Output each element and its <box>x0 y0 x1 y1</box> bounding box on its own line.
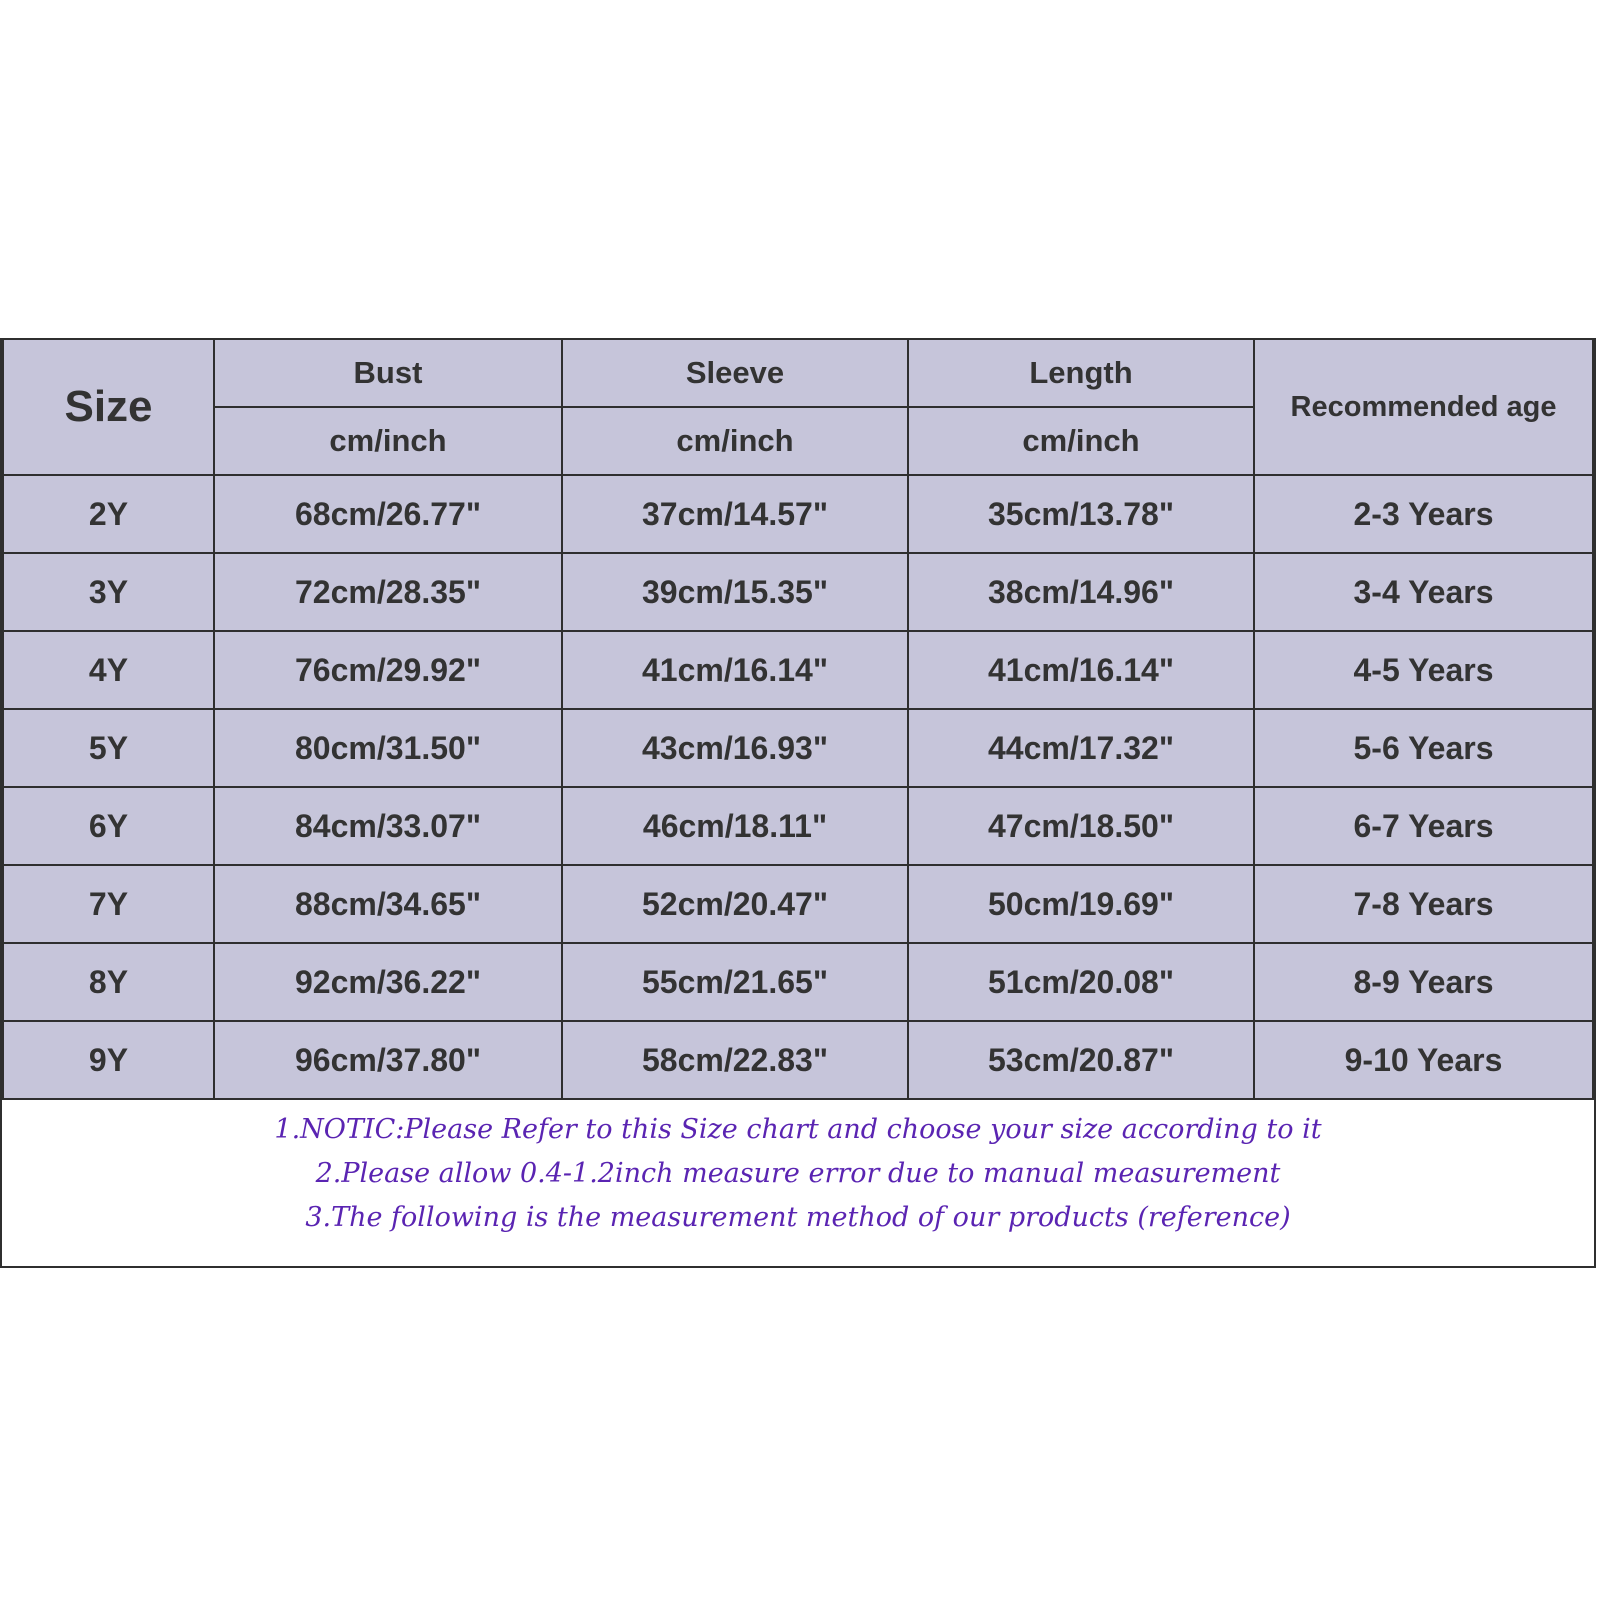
sleeve-unit: cm/inch <box>562 407 908 475</box>
size-cell: 9Y <box>3 1021 214 1099</box>
header-row <box>3 339 1593 407</box>
sleeve-cell: 43cm/16.93" <box>562 709 908 787</box>
length-cell: 51cm/20.08" <box>908 943 1254 1021</box>
size-cell: 8Y <box>3 943 214 1021</box>
table-row <box>3 553 1593 631</box>
age-cell: 6-7 Years <box>1254 787 1593 865</box>
age-cell: 7-8 Years <box>1254 865 1593 943</box>
size-chart <box>0 338 1596 1268</box>
size-cell: 4Y <box>3 631 214 709</box>
table-row <box>3 709 1593 787</box>
length-cell: 38cm/14.96" <box>908 553 1254 631</box>
bust-cell: 84cm/33.07" <box>214 787 562 865</box>
table-row <box>3 865 1593 943</box>
table-row <box>3 475 1593 553</box>
bust-cell: 88cm/34.65" <box>214 865 562 943</box>
length-cell: 53cm/20.87" <box>908 1021 1254 1099</box>
sleeve-cell: 41cm/16.14" <box>562 631 908 709</box>
size-table <box>2 338 1594 1100</box>
size-cell: 3Y <box>3 553 214 631</box>
length-header: Length <box>908 339 1254 407</box>
sleeve-header: Sleeve <box>562 339 908 407</box>
note-line: 3.The following is the measurement method of our products (reference) <box>305 1202 1291 1233</box>
sleeve-cell: 46cm/18.11" <box>562 787 908 865</box>
age-cell: 8-9 Years <box>1254 943 1593 1021</box>
bust-cell: 76cm/29.92" <box>214 631 562 709</box>
table-row <box>3 787 1593 865</box>
size-cell: 5Y <box>3 709 214 787</box>
length-cell: 44cm/17.32" <box>908 709 1254 787</box>
sleeve-cell: 37cm/14.57" <box>562 475 908 553</box>
age-cell: 2-3 Years <box>1254 475 1593 553</box>
notes <box>2 1100 1594 1266</box>
age-header: Recommended age <box>1254 339 1593 475</box>
note-line: 1.NOTIC:Please Refer to this Size chart and choose your size according to it <box>274 1114 1322 1145</box>
length-cell: 50cm/19.69" <box>908 865 1254 943</box>
table-row <box>3 631 1593 709</box>
age-cell: 3-4 Years <box>1254 553 1593 631</box>
size-cell: 2Y <box>3 475 214 553</box>
bust-cell: 72cm/28.35" <box>214 553 562 631</box>
table-body <box>3 475 1593 1099</box>
length-unit: cm/inch <box>908 407 1254 475</box>
table-row <box>3 1021 1593 1099</box>
bust-header: Bust <box>214 339 562 407</box>
length-cell: 47cm/18.50" <box>908 787 1254 865</box>
length-cell: 35cm/13.78" <box>908 475 1254 553</box>
sleeve-cell: 39cm/15.35" <box>562 553 908 631</box>
bust-cell: 80cm/31.50" <box>214 709 562 787</box>
table-row <box>3 943 1593 1021</box>
bust-cell: 92cm/36.22" <box>214 943 562 1021</box>
age-cell: 5-6 Years <box>1254 709 1593 787</box>
age-cell: 9-10 Years <box>1254 1021 1593 1099</box>
sleeve-cell: 52cm/20.47" <box>562 865 908 943</box>
size-header: Size <box>3 339 214 475</box>
table-header <box>3 339 1593 475</box>
length-cell: 41cm/16.14" <box>908 631 1254 709</box>
bust-unit: cm/inch <box>214 407 562 475</box>
sleeve-cell: 55cm/21.65" <box>562 943 908 1021</box>
sleeve-cell: 58cm/22.83" <box>562 1021 908 1099</box>
bust-cell: 96cm/37.80" <box>214 1021 562 1099</box>
size-cell: 6Y <box>3 787 214 865</box>
bust-cell: 68cm/26.77" <box>214 475 562 553</box>
size-cell: 7Y <box>3 865 214 943</box>
age-cell: 4-5 Years <box>1254 631 1593 709</box>
note-line: 2.Please allow 0.4-1.2inch measure error due to manual measurement <box>315 1158 1281 1189</box>
